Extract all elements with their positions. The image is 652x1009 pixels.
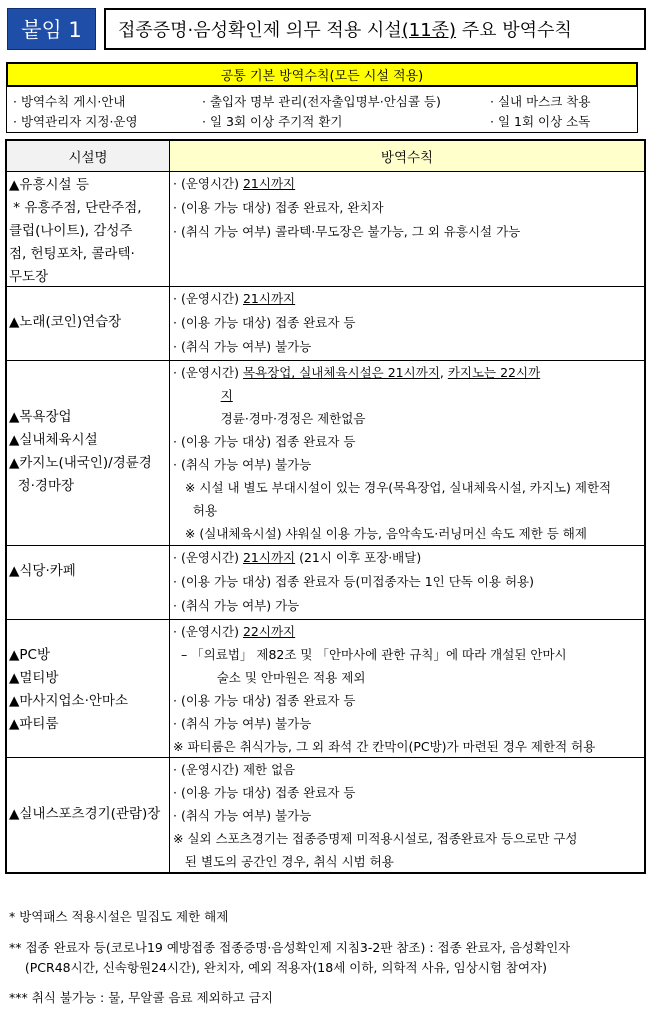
rule-line [173, 714, 311, 734]
rule-text: · (취식 가능 여부) 불가능 [173, 457, 312, 472]
common-rule-item: · 일 1회 이상 소독 [490, 114, 591, 129]
table-row [7, 361, 644, 546]
rule-text-underlined: 21시까지 [242, 176, 296, 191]
rule-text: ※ 실외 스포츠경기는 접종증명제 미적용시설로, 접종완료자 등으로만 구성 [173, 831, 578, 846]
rule-line [173, 691, 355, 711]
rule-text: · (이용 가능 대상) 접종 완료자 등 [173, 693, 356, 708]
rule-text: 허용 [173, 503, 218, 518]
rule-line [173, 432, 355, 452]
title-underlined: (11종) [401, 20, 457, 41]
rule-line [173, 806, 311, 826]
common-rule-item: · 방역수칙 게시·안내 [13, 94, 126, 109]
common-rules-box [6, 87, 638, 133]
rule-text: · (운영시간) [173, 365, 243, 380]
rule-text: · (운영시간) [173, 624, 243, 639]
rule-text-underlined: 22시까지 [242, 624, 296, 639]
rule-line [173, 409, 365, 429]
rule-line [173, 572, 534, 592]
facility-line: * 유흥주점, 단란주점, [9, 200, 142, 216]
rule-line [173, 852, 394, 872]
facility-cell [7, 546, 170, 619]
facility-line: ▲파티룸 [9, 716, 59, 732]
facility-line: ▲노래(코인)연습장 [9, 314, 122, 330]
facility-line: ▲마사지업소·안마소 [9, 693, 129, 709]
common-rule-item: · 실내 마스크 착용 [490, 94, 591, 109]
common-rule-item: · 일 3회 이상 주기적 환기 [202, 114, 343, 129]
rule-line [173, 313, 355, 333]
rule-line [173, 198, 384, 218]
rule-text: · (취식 가능 여부) 콜라텍·무도장은 불가능, 그 외 유흥시설 가능 [173, 224, 521, 239]
rule-text: · (취식 가능 여부) 불가능 [173, 716, 312, 731]
facility-cell [7, 620, 170, 757]
rule-line [173, 668, 365, 688]
rule-line [173, 548, 421, 568]
rule-line [173, 501, 217, 521]
footnote: ** 접종 완료자 등(코로나19 예방접종 접종증명·음성확인제 지침3-2판 참조) : 접종 완료자, 음성확인자 [9, 940, 571, 955]
rule-text: · (이용 가능 대상) 접종 완료자, 완치자 [173, 200, 384, 215]
rule-text-suffix: (21시 이후 포장·배달) [295, 550, 422, 565]
rule-text: · (이용 가능 대상) 접종 완료자 등 [173, 434, 356, 449]
footnote: (PCR48시간, 신속항원24시간), 완치자, 예외 적용자(18세 이하, 의학적 사유, 임상시험 참여자) [9, 960, 548, 975]
facility-cell [7, 287, 170, 360]
column-header-rules: 방역수칙 [170, 141, 644, 172]
rule-line [173, 386, 233, 406]
facility-cell [7, 758, 170, 872]
facility-line: 정·경마장 [9, 478, 75, 494]
rule-text: 술소 및 안마원은 적용 제외 [173, 670, 366, 685]
rule-text: ※ (실내체육시설) 샤워실 이용 가능, 음악속도·러닝머신 속도 제한 등 해제 [173, 526, 587, 541]
facility-line: ▲실내스포츠경기(관람)장 [9, 806, 161, 822]
rule-text: · (이용 가능 대상) 접종 완료자 등(미접종자는 1인 단독 이용 허용) [173, 574, 534, 589]
rule-text: ※ 시설 내 별도 부대시설이 있는 경우(목욕장업, 실내체육시설, 카지노) 제한적 [173, 480, 612, 495]
facility-line: 무도장 [9, 269, 49, 285]
facility-line: ▲카지노(내국인)/경륜경 [9, 455, 152, 471]
rule-line [173, 737, 595, 757]
facility-line: ▲목욕장업 [9, 409, 72, 425]
table-row [7, 546, 644, 620]
table-row [7, 758, 644, 872]
rules-table [5, 139, 646, 874]
rule-text: · (취식 가능 여부) 불가능 [173, 339, 312, 354]
facility-line: ▲실내체육시설 [9, 432, 98, 448]
rule-text: ※ 파티룸은 취식가능, 그 외 좌석 간 칸막이(PC방)가 마련된 경우 제한적 허용 [173, 739, 596, 754]
common-rule-item: · 방역관리자 지정·운영 [13, 114, 138, 129]
rule-line [173, 783, 355, 803]
rule-line [173, 455, 311, 475]
rule-text-underlined: 카지노는 22시까 [447, 365, 541, 380]
rule-line [173, 645, 567, 665]
rule-text: · (운영시간) [173, 291, 243, 306]
title-text: 접종증명·음성확인제 의무 적용 시설 [118, 20, 402, 41]
rule-text-underlined: 목욕장업, 실내체육시설은 21시까지 [242, 365, 440, 380]
rule-text: · (운영시간) 제한 없음 [173, 762, 296, 777]
facility-line: ▲PC방 [9, 647, 50, 663]
facility-cell [7, 172, 170, 286]
rule-text: · (취식 가능 여부) 가능 [173, 598, 300, 613]
rule-line [173, 174, 295, 194]
rule-line [173, 596, 299, 616]
rule-text: 된 별도의 공간인 경우, 취식 시범 허용 [173, 854, 394, 869]
title-suffix: 주요 방역수칙 [456, 20, 572, 41]
rule-text: · (이용 가능 대상) 접종 완료자 등 [173, 785, 356, 800]
rule-line [173, 760, 295, 780]
table-row [7, 620, 644, 758]
rule-line [173, 222, 520, 242]
table-row [7, 287, 644, 361]
facility-line: 클럽(나이트), 감성주 [9, 223, 133, 239]
rule-line [173, 337, 311, 357]
attachment-badge: 붙임 1 [7, 8, 96, 50]
rule-text [173, 388, 221, 403]
rule-text: · (취식 가능 여부) 불가능 [173, 808, 312, 823]
document-title [104, 8, 646, 50]
common-rule-item: · 출입자 명부 관리(전자출입명부·안심콜 등) [202, 94, 441, 109]
rule-text-underlined: 21시까지 [242, 291, 296, 306]
rule-text-underlined: 21시까지 [242, 550, 296, 565]
rule-text: · (이용 가능 대상) 접종 완료자 등 [173, 315, 356, 330]
table-row [7, 172, 644, 287]
rule-text: 경륜·경마·경정은 제한없음 [173, 411, 366, 426]
rule-line [173, 524, 587, 544]
facility-line: 점, 헌팅포차, 콜라텍· [9, 246, 135, 262]
facility-line: ▲멀티방 [9, 670, 59, 686]
footnote: *** 취식 불가능 : 물, 무알콜 음료 제외하고 금지 [9, 990, 273, 1005]
rule-line [173, 289, 295, 309]
column-header-facility: 시설명 [7, 141, 170, 172]
rule-text: · (운영시간) [173, 176, 243, 191]
rule-text-underlined: 지 [220, 388, 233, 403]
rule-text: – 「의료법」 제82조 및 「안마사에 관한 규칙」에 따라 개설된 안마시 [173, 647, 567, 662]
rule-text: · (운영시간) [173, 550, 243, 565]
rule-line [173, 829, 578, 849]
rule-line [173, 622, 295, 642]
rule-text-suffix: , [439, 365, 448, 380]
footnote: * 방역패스 적용시설은 밀집도 제한 해제 [9, 909, 229, 924]
facility-line: ▲식당·카페 [9, 563, 76, 579]
facility-line: ▲유흥시설 등 [9, 177, 89, 193]
facility-cell [7, 361, 170, 545]
rule-line [173, 478, 611, 498]
rule-line [173, 363, 540, 383]
common-rules-heading: 공통 기본 방역수칙(모든 시설 적용) [6, 62, 638, 87]
